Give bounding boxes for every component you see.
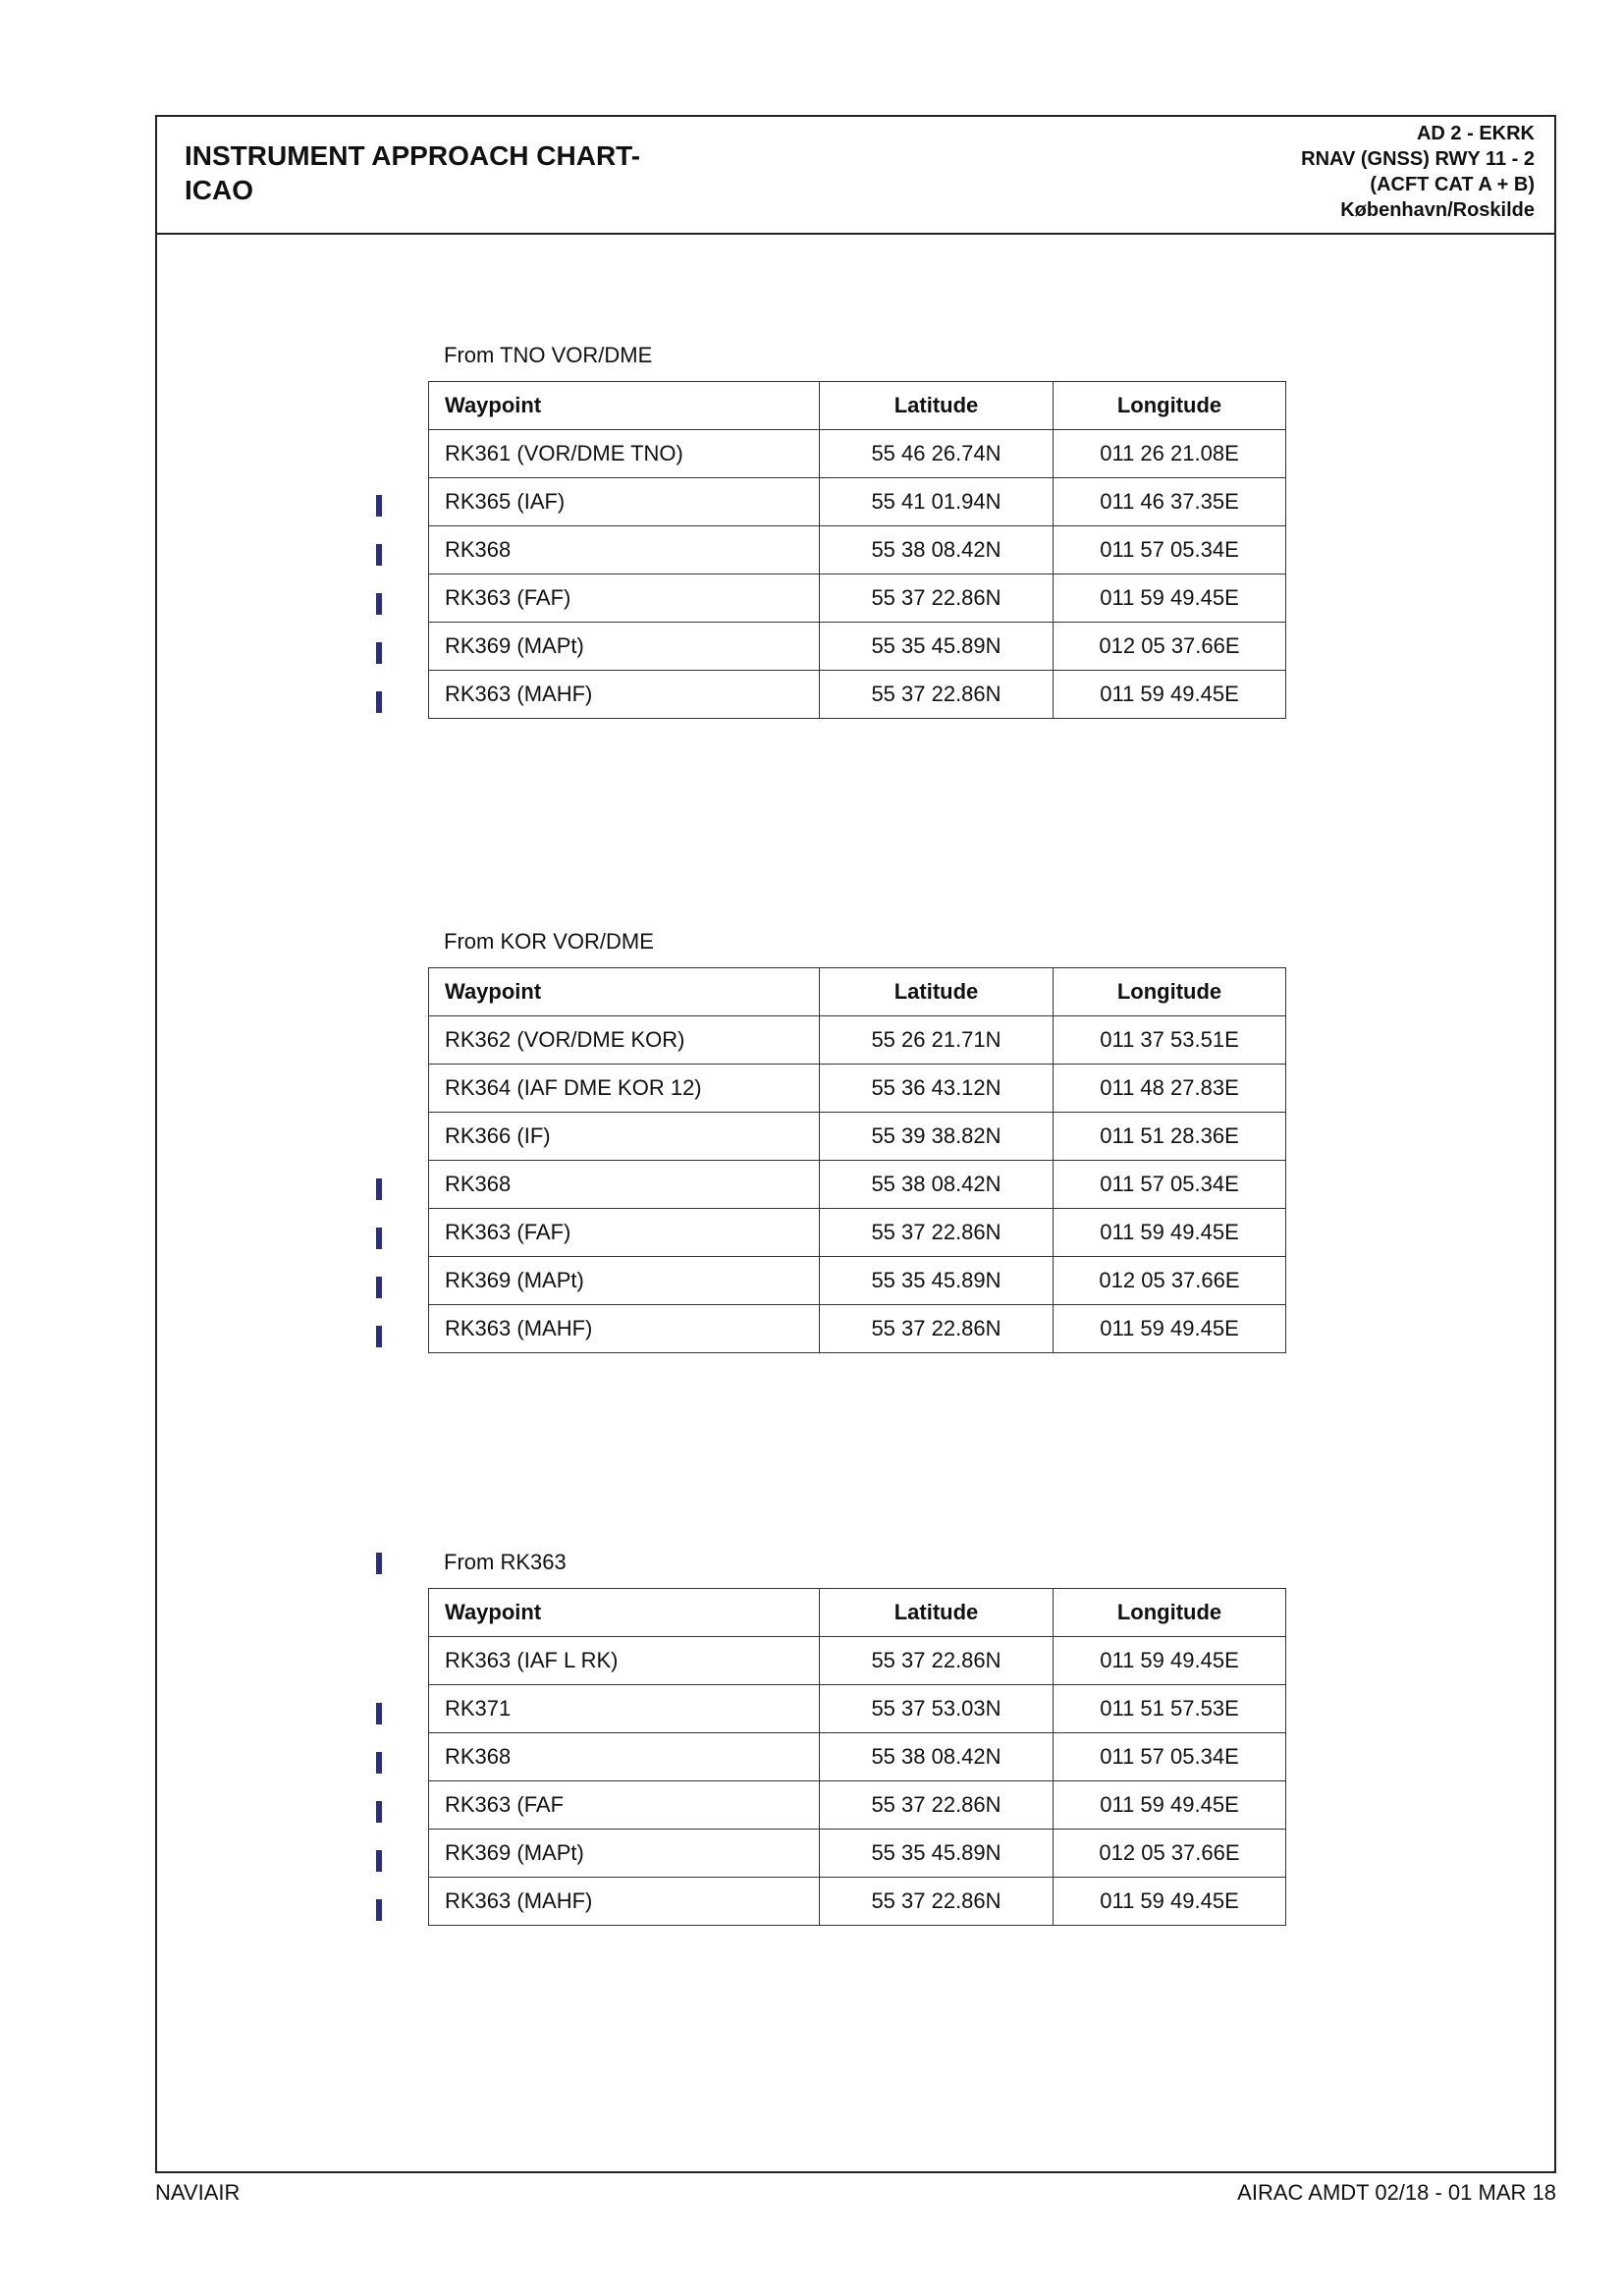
table-header-row	[429, 968, 1286, 1016]
latitude-cell: 55 26 21.71N	[820, 1016, 1054, 1065]
latitude-cell: 55 38 08.42N	[820, 526, 1054, 574]
table-row	[429, 1065, 1286, 1113]
longitude-cell: 011 48 27.83E	[1054, 1065, 1286, 1113]
table-header-row	[429, 1589, 1286, 1637]
waypoint-cell: RK368	[429, 526, 820, 574]
table-row	[429, 574, 1286, 623]
waypoint-cell: RK369 (MAPt)	[429, 1257, 820, 1305]
longitude-cell: 011 57 05.34E	[1054, 526, 1286, 574]
latitude-cell: 55 37 22.86N	[820, 1878, 1054, 1926]
table-row	[429, 1685, 1286, 1733]
longitude-cell: 011 59 49.45E	[1054, 671, 1286, 719]
longitude-cell: 011 26 21.08E	[1054, 430, 1286, 478]
waypoint-cell: RK363 (MAHF)	[429, 671, 820, 719]
latitude-cell: 55 37 22.86N	[820, 1781, 1054, 1830]
table-header-row	[429, 382, 1286, 430]
table-row	[429, 1113, 1286, 1161]
column-header-waypoint: Waypoint	[429, 382, 820, 430]
longitude-cell: 012 05 37.66E	[1054, 1830, 1286, 1878]
waypoint-cell: RK363 (IAF L RK)	[429, 1637, 820, 1685]
longitude-cell: 011 46 37.35E	[1054, 478, 1286, 526]
chart-ref-procedure: RNAV (GNSS) RWY 11 - 2	[1301, 148, 1535, 170]
waypoint-cell: RK363 (FAF)	[429, 574, 820, 623]
table-caption-rk363: From RK363	[444, 1550, 567, 1574]
change-bar-marker	[376, 1326, 382, 1347]
column-header-waypoint: Waypoint	[429, 1589, 820, 1637]
change-bar-marker	[376, 544, 382, 566]
latitude-cell: 55 46 26.74N	[820, 430, 1054, 478]
waypoint-cell: RK364 (IAF DME KOR 12)	[429, 1065, 820, 1113]
table-row	[429, 430, 1286, 478]
latitude-cell: 55 41 01.94N	[820, 478, 1054, 526]
table-row	[429, 1637, 1286, 1685]
waypoint-cell: RK363 (MAHF)	[429, 1305, 820, 1353]
change-bar-marker	[376, 495, 382, 517]
waypoint-cell: RK368	[429, 1161, 820, 1209]
longitude-cell: 011 59 49.45E	[1054, 1209, 1286, 1257]
chart-ref-aerodrome: AD 2 - EKRK	[1416, 123, 1535, 144]
column-header-longitude: Longitude	[1054, 968, 1286, 1016]
chart-ref-location: København/Roskilde	[1340, 199, 1535, 221]
change-bar-marker	[376, 1277, 382, 1298]
latitude-cell: 55 35 45.89N	[820, 1830, 1054, 1878]
longitude-cell: 011 37 53.51E	[1054, 1016, 1286, 1065]
longitude-cell: 011 59 49.45E	[1054, 1637, 1286, 1685]
latitude-cell: 55 39 38.82N	[820, 1113, 1054, 1161]
chart-title	[185, 138, 640, 207]
table-row	[429, 1830, 1286, 1878]
latitude-cell: 55 37 22.86N	[820, 1305, 1054, 1353]
table-row	[429, 1161, 1286, 1209]
change-bar-marker	[376, 1228, 382, 1249]
waypoint-table-kor	[428, 967, 1286, 1353]
change-bar-marker	[376, 1801, 382, 1823]
longitude-cell: 011 51 57.53E	[1054, 1685, 1286, 1733]
chart-title-line-1: INSTRUMENT APPROACH CHART-	[185, 140, 641, 171]
table-row	[429, 671, 1286, 719]
longitude-cell: 011 59 49.45E	[1054, 574, 1286, 623]
footer-amendment: AIRAC AMDT 02/18 - 01 MAR 18	[1237, 2180, 1556, 2205]
column-header-longitude: Longitude	[1054, 1589, 1286, 1637]
waypoint-table-tno	[428, 381, 1286, 719]
change-bar-marker	[376, 691, 382, 713]
waypoint-cell: RK362 (VOR/DME KOR)	[429, 1016, 820, 1065]
waypoint-cell: RK363 (FAF)	[429, 1209, 820, 1257]
change-bar-marker	[376, 1553, 382, 1574]
longitude-cell: 012 05 37.66E	[1054, 623, 1286, 671]
table-row	[429, 1209, 1286, 1257]
longitude-cell: 011 57 05.34E	[1054, 1161, 1286, 1209]
table-row	[429, 1257, 1286, 1305]
waypoint-cell: RK363 (MAHF)	[429, 1878, 820, 1926]
column-header-longitude: Longitude	[1054, 382, 1286, 430]
latitude-cell: 55 36 43.12N	[820, 1065, 1054, 1113]
chart-header	[155, 115, 1556, 235]
longitude-cell: 011 59 49.45E	[1054, 1305, 1286, 1353]
table-row	[429, 526, 1286, 574]
chart-reference	[1301, 121, 1535, 223]
table-caption-tno: From TNO VOR/DME	[444, 343, 653, 367]
chart-ref-category: (ACFT CAT A + B)	[1370, 174, 1535, 195]
table-caption-kor: From KOR VOR/DME	[444, 929, 654, 954]
waypoint-cell: RK369 (MAPt)	[429, 1830, 820, 1878]
waypoint-cell: RK363 (FAF	[429, 1781, 820, 1830]
waypoint-cell: RK365 (IAF)	[429, 478, 820, 526]
change-bar-marker	[376, 1752, 382, 1774]
waypoint-cell: RK368	[429, 1733, 820, 1781]
latitude-cell: 55 37 22.86N	[820, 574, 1054, 623]
table-row	[429, 623, 1286, 671]
table-row	[429, 1878, 1286, 1926]
change-bar-marker	[376, 1850, 382, 1872]
table-row	[429, 478, 1286, 526]
change-bar-marker	[376, 1178, 382, 1200]
table-row	[429, 1016, 1286, 1065]
change-bar-marker	[376, 642, 382, 664]
latitude-cell: 55 38 08.42N	[820, 1161, 1054, 1209]
column-header-latitude: Latitude	[820, 968, 1054, 1016]
change-bar-marker	[376, 1899, 382, 1921]
change-bar-marker	[376, 1703, 382, 1724]
table-row	[429, 1781, 1286, 1830]
column-header-latitude: Latitude	[820, 1589, 1054, 1637]
longitude-cell: 011 57 05.34E	[1054, 1733, 1286, 1781]
latitude-cell: 55 37 53.03N	[820, 1685, 1054, 1733]
chart-title-line-2: ICAO	[185, 175, 253, 205]
longitude-cell: 011 59 49.45E	[1054, 1878, 1286, 1926]
latitude-cell: 55 35 45.89N	[820, 623, 1054, 671]
footer-publisher: NAVIAIR	[155, 2180, 241, 2205]
change-bar-marker	[376, 593, 382, 615]
longitude-cell: 011 51 28.36E	[1054, 1113, 1286, 1161]
latitude-cell: 55 37 22.86N	[820, 671, 1054, 719]
waypoint-cell: RK366 (IF)	[429, 1113, 820, 1161]
waypoint-cell: RK371	[429, 1685, 820, 1733]
waypoint-cell: RK369 (MAPt)	[429, 623, 820, 671]
latitude-cell: 55 38 08.42N	[820, 1733, 1054, 1781]
waypoint-cell: RK361 (VOR/DME TNO)	[429, 430, 820, 478]
table-row	[429, 1305, 1286, 1353]
longitude-cell: 012 05 37.66E	[1054, 1257, 1286, 1305]
column-header-waypoint: Waypoint	[429, 968, 820, 1016]
latitude-cell: 55 35 45.89N	[820, 1257, 1054, 1305]
table-row	[429, 1733, 1286, 1781]
latitude-cell: 55 37 22.86N	[820, 1209, 1054, 1257]
latitude-cell: 55 37 22.86N	[820, 1637, 1054, 1685]
waypoint-table-rk363	[428, 1588, 1286, 1926]
column-header-latitude: Latitude	[820, 382, 1054, 430]
longitude-cell: 011 59 49.45E	[1054, 1781, 1286, 1830]
